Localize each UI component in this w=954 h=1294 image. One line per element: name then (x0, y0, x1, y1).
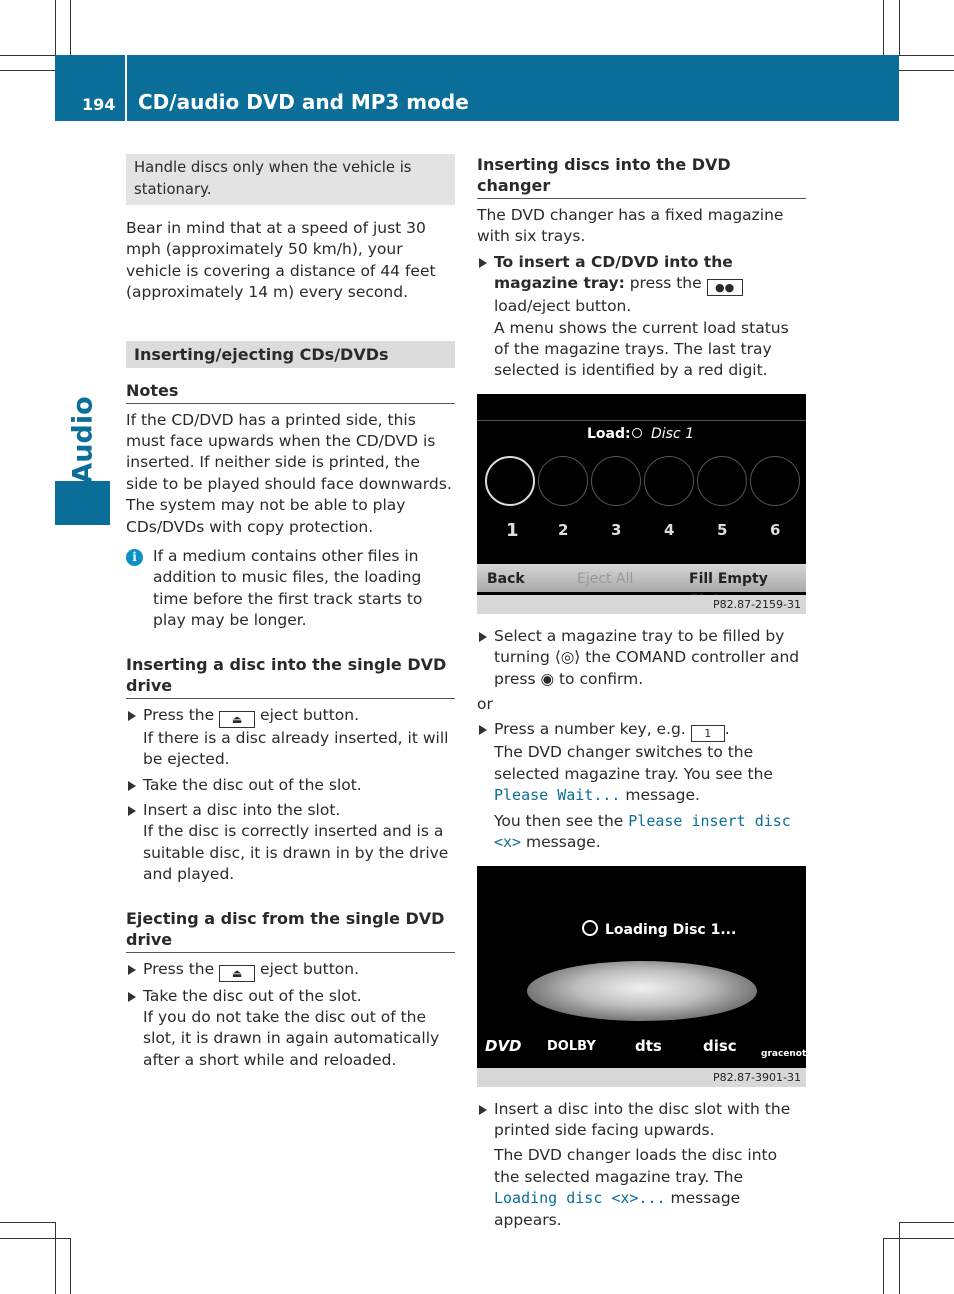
header-divider (125, 55, 127, 121)
crop-mark (70, 0, 71, 55)
crop-mark (0, 70, 55, 71)
load-eject-icon: ●● (707, 279, 743, 296)
back-menu-item: Back (487, 570, 525, 587)
tray-number: 5 (717, 520, 728, 539)
step-bold: To insert a CD/DVD into the magazine tray: (494, 252, 733, 293)
step-note (494, 811, 806, 854)
step-text: to confirm. (558, 669, 644, 688)
crop-mark (55, 1222, 56, 1294)
tray-number: 2 (558, 520, 569, 539)
step (126, 959, 455, 982)
dolby-logo: DOLBY (547, 1038, 596, 1054)
please-insert-message: Please insert disc <x> (494, 811, 791, 852)
crop-mark (70, 1239, 71, 1294)
changer-heading: Inserting discs into the DVD changer (477, 154, 806, 199)
crop-mark (883, 1239, 884, 1294)
single-insert-heading: Inserting a disc into the single DVD drive (126, 654, 455, 699)
notes-paragraph: If the CD/DVD has a printed side, this must face upwards when the CD/DVD is inserted. If neither side is printed, the side to be played should face downwards. The system may not be able to play CDs/DVDs with copy protection. (126, 410, 452, 536)
step-note: If the disc is correctly inserted and is a suitable disc, it is drawn in by the drive and played. (143, 822, 449, 884)
step: Press a number key, e.g. 1 . The DVD changer switches to the selected magazine tray. You see the Please Wait... message. You then see the Please insert disc <x> message. (477, 719, 806, 853)
loading-disc-screenshot (477, 866, 813, 1087)
step-note: If there is a disc already inserted, it will be ejected. (143, 728, 449, 769)
compact-disc-logo: disc (703, 1036, 737, 1055)
step-note-text: The DVD changer loads the disc into the selected magazine tray. The (494, 1146, 778, 1186)
step (477, 1099, 806, 1231)
crop-mark (899, 0, 900, 55)
crop-mark (899, 55, 954, 56)
step-text: Press a number key, e.g. (494, 720, 686, 739)
tray-slot (538, 456, 588, 506)
crop-mark (0, 55, 55, 56)
step-note (494, 742, 806, 806)
tray-number: 3 (611, 520, 622, 539)
info-note (126, 546, 455, 632)
step (477, 252, 806, 382)
speed-paragraph: Bear in mind that at a speed of just 30 mph (approximately 50 km/h), your vehicle is covering a distance of 44 feet (approximately 14 m) every second. (126, 219, 436, 302)
tray-number: 1 (506, 519, 519, 541)
chapter-title: CD/audio DVD and MP3 mode (138, 90, 469, 114)
step-text: Select a magazine tray to be filled by turning (494, 626, 785, 667)
step-note-text: message. (625, 786, 700, 805)
number-key-icon: 1 (691, 725, 725, 742)
step-note-text: The DVD changer switches to the selected magazine tray. You see the (494, 743, 773, 783)
info-text: If a medium contains other files in addition to music files, the loading time before the first track starts to play may be longer. (153, 547, 423, 630)
crop-mark (883, 1238, 954, 1239)
step-note-text: message. (526, 833, 601, 852)
crop-mark (899, 70, 954, 71)
tray-number: 4 (664, 520, 675, 539)
clock-icon (582, 920, 598, 936)
disc-graphic (527, 961, 757, 1021)
step-text: Take the disc out of the slot. (143, 986, 362, 1005)
crop-mark (0, 1222, 55, 1223)
step-text: load/eject button. (494, 297, 632, 316)
step (126, 705, 455, 771)
loading-text: Loading Disc 1... (605, 921, 737, 938)
dvd-logo: DVD (485, 1036, 522, 1055)
step-text: eject button. (260, 705, 360, 724)
tray-slot (697, 456, 747, 506)
step-note-text: You then see the (494, 811, 624, 830)
side-tab (55, 481, 110, 525)
or-label: or (477, 695, 493, 714)
loading-disc-message: Loading disc <x>... (494, 1189, 666, 1208)
step-text: Insert a disc into the slot. (143, 800, 341, 819)
image-code: P82.87-2159-31 (477, 595, 806, 614)
step-text: Take the disc out of the slot. (143, 775, 362, 794)
step (126, 775, 455, 796)
crop-mark (899, 1222, 900, 1294)
crop-mark (0, 1238, 71, 1239)
step-text: press the (629, 274, 702, 293)
disc-icon (632, 428, 642, 438)
eject-icon: ⏏ (219, 711, 255, 728)
right-column (477, 154, 813, 1231)
fill-empty-slots-menu-item: Fill Empty (689, 570, 768, 587)
controller-press-icon: ◉ (540, 669, 555, 688)
step-text: the COMAND controller and press (494, 648, 800, 688)
info-icon: i (126, 549, 143, 566)
crop-mark (883, 0, 884, 55)
tray-number: 6 (770, 520, 781, 539)
controller-turn-icon: ⟨◎⟩ (554, 648, 581, 667)
step (477, 626, 806, 690)
crop-mark (55, 0, 56, 55)
tray-slot (750, 456, 800, 506)
disc-label: Disc 1 (651, 425, 695, 442)
step-note (494, 1145, 806, 1231)
eject-icon: ⏏ (219, 965, 255, 982)
single-eject-heading: Ejecting a disc from the single DVD drive (126, 908, 455, 953)
gracenote-logo: gracenote (761, 1048, 813, 1059)
load-menu-screenshot (477, 394, 806, 614)
left-column (126, 154, 455, 1071)
step (126, 986, 455, 1072)
step-text: Insert a disc into the disc slot with the printed side facing upwards. (494, 1099, 791, 1139)
step-text: Press the (143, 959, 215, 978)
please-wait-message: Please Wait... (494, 786, 621, 805)
section-title: Inserting/ejecting CDs/DVDs (126, 341, 455, 368)
changer-intro: The DVD changer has a fixed magazine with six trays. (477, 206, 784, 246)
load-label: Load: (587, 425, 631, 442)
step-note: If you do not take the disc out of the slot, it is drawn in again automatically after a short while and reloaded. (143, 1007, 440, 1069)
side-tab-label: Audio (67, 396, 99, 484)
step-note-text: message appears. (494, 1189, 741, 1229)
step-text: Press the (143, 705, 215, 724)
tray-slot (485, 456, 535, 506)
notes-heading: Notes (126, 380, 455, 404)
tray-slot (591, 456, 641, 506)
dts-logo: dts (635, 1036, 662, 1055)
stationary-note: Handle discs only when the vehicle is stationary. (126, 154, 455, 205)
page-number: 194 (82, 95, 116, 114)
image-code: P82.87-3901-31 (477, 1068, 806, 1087)
step (126, 800, 455, 886)
step-text: eject button. (260, 959, 360, 978)
crop-mark (899, 1222, 954, 1223)
tray-slot (644, 456, 694, 506)
step-note: A menu shows the current load status of the magazine trays. The last tray selected is identified by a red digit. (494, 318, 789, 380)
eject-all-menu-item: Eject All (577, 570, 634, 587)
